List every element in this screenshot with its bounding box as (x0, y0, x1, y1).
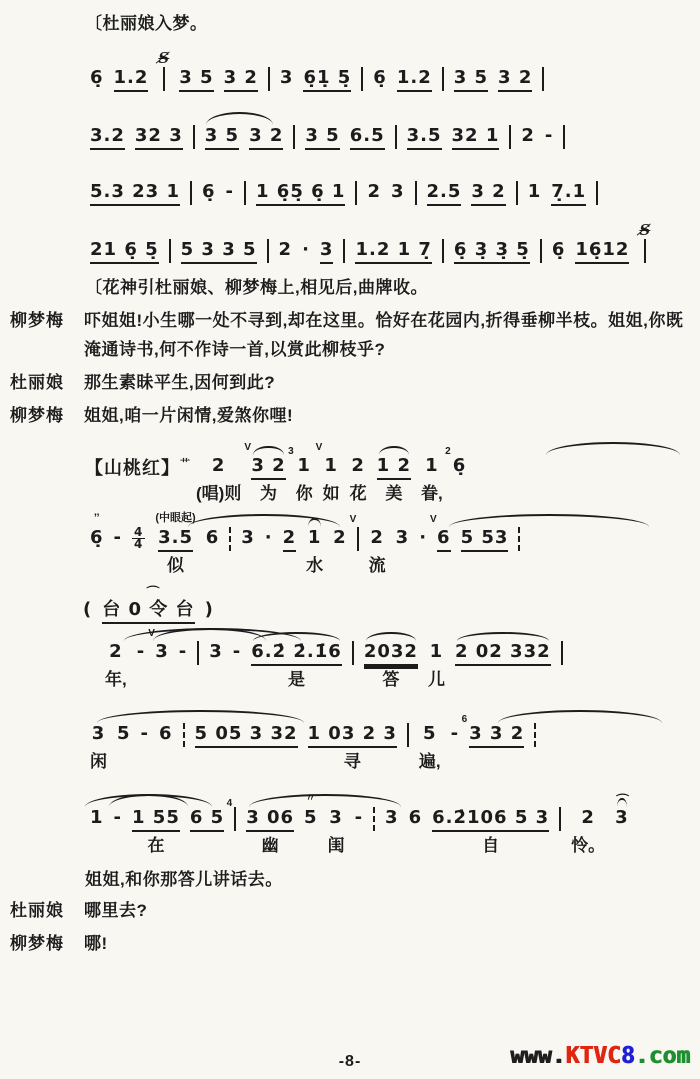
segno-icon: S̸ (158, 49, 170, 67)
note-token: 5 3 3 5 (181, 222, 257, 264)
note-token: 5 05 3 32 (195, 706, 298, 776)
grace-note: 4 (226, 798, 233, 809)
barline (197, 624, 199, 694)
watermark-ktvc: KTVC (565, 1043, 621, 1069)
note-token: 3 (390, 181, 405, 202)
lyric-syllable: 年, (105, 670, 127, 689)
dialogue-text: 吓姐姐!小生哪一处不寻到,却在这里。恰好在花园内,折得垂柳半枝。姐姐,你既淹通诗书,何不作诗一首,以赏此柳枝乎? (84, 311, 684, 359)
barline (267, 222, 269, 264)
music-line-vocal-xianxunbian (85, 706, 692, 776)
lyric-syllable: 怜。 (571, 836, 606, 855)
barline (183, 706, 185, 776)
barline (407, 706, 409, 776)
note-token: 3 ⌒ (615, 790, 629, 860)
note-token: · (264, 527, 273, 548)
tie-arc (379, 446, 409, 455)
music-line-instrumental-4 (85, 222, 692, 264)
music-line-percussion (78, 582, 692, 624)
note-token: ( (83, 599, 93, 620)
note-token: 2 (唱)则 (196, 438, 241, 508)
note-token: 2 02 332 (455, 624, 551, 694)
note-token: (中眼起) 3.5 似 (155, 510, 195, 580)
dialogue-row (10, 368, 692, 397)
barline (244, 164, 246, 206)
note-token: 3 (209, 641, 223, 662)
note-token: 〃 5 (304, 792, 318, 828)
grace-note: 6 (461, 714, 468, 725)
note-token: 2032 答 (364, 624, 418, 694)
note-token: 3 闺 (328, 790, 345, 860)
barline (234, 790, 236, 860)
barline (361, 50, 363, 92)
note-token: 1 55 在 (132, 790, 180, 860)
note-token: 5 53 (461, 510, 509, 580)
watermark-www: www. (509, 1043, 566, 1069)
lyric-syllable: 是 (288, 670, 306, 689)
note-token: 1 眷, 2 (421, 438, 443, 508)
note-token: 6.5 (350, 108, 385, 150)
barline (509, 108, 511, 150)
note-token: 6.2̇106 5 3 自 (432, 790, 549, 860)
barline (373, 790, 375, 860)
music-line-vocal-sishuiliu (85, 510, 692, 580)
speaker-label: 柳梦梅 (10, 934, 64, 953)
note-token: - (544, 125, 554, 146)
music-line-vocal-nian (100, 624, 692, 694)
note-token: 16̣12 (575, 222, 629, 264)
watermark-com: .com (634, 1043, 690, 1069)
barline (158, 50, 169, 92)
note-token: 1 03 2 3 寻 (308, 706, 397, 776)
barline (639, 222, 650, 264)
note-token: 32 3 (135, 108, 183, 150)
lyric-syllable: 遍, (418, 752, 441, 771)
note-token: 6̣ (373, 67, 387, 88)
note-token: - (178, 641, 188, 662)
breath-mark-icon: V (430, 514, 437, 525)
note-token: ) (204, 599, 214, 620)
music-line-instrumental-1 (85, 50, 692, 92)
lyric-syllable: 闲 (90, 752, 107, 771)
note-token: 7̣.1 (551, 164, 586, 206)
dialogue-row (10, 929, 692, 958)
barline (395, 108, 397, 150)
dialogue-text: 哪里去? (84, 901, 148, 920)
note-token: 1 你 (296, 438, 313, 508)
note-token: - (136, 641, 146, 662)
note-token: 1 儿 (428, 624, 445, 694)
note-token: 1.2 (114, 50, 149, 92)
note-token: 5 遍, (419, 706, 441, 776)
speaker-label: 柳梦梅 (10, 311, 64, 330)
note-token: - (113, 527, 123, 548)
barline (352, 624, 354, 694)
note-token: 3 V (148, 628, 169, 662)
note-token: 1 (90, 807, 104, 828)
barline (518, 510, 520, 580)
lyric-syllable: 流 (368, 556, 386, 575)
note-token: · (302, 239, 310, 260)
note-token: 3.2 (90, 108, 125, 150)
time-signature: 4 4 (134, 525, 144, 551)
dialogue-row (10, 896, 692, 925)
note-token: 2 (521, 125, 535, 146)
note-token: 21 6̣ 5̣ (90, 222, 159, 264)
barline (540, 222, 542, 264)
dialogue-block (0, 306, 692, 430)
note-token: 2 怜。 (571, 790, 605, 860)
dialogue-text: 那生素昧平生,因何到此? (84, 373, 276, 392)
note-token: 3 2 (471, 164, 505, 206)
lyric-syllable: 闺 (327, 836, 345, 855)
tie-arc (308, 518, 321, 527)
note-token: 3 (320, 222, 334, 264)
note-token: - (140, 723, 150, 744)
segno-icon: S̸ (639, 221, 651, 239)
speaker-label: 杜丽娘 (10, 901, 64, 920)
grace-note: 3 (288, 446, 294, 457)
barline (349, 510, 359, 580)
watermark-eight: 8 (620, 1043, 635, 1069)
fermata-icon: ⌒ (146, 585, 160, 600)
note-token: - (225, 181, 235, 202)
barline (229, 510, 231, 580)
tie-arc (366, 632, 416, 641)
note-token: 6 V (437, 510, 451, 580)
note-token: 6.2̇ 2̇.1̇6 是 (251, 624, 342, 694)
tune-ornament-mark: 艹 (180, 459, 191, 470)
note-token: 1 (527, 181, 542, 202)
grace-note: 2 (445, 446, 451, 457)
tie-arc (457, 632, 549, 641)
barline (563, 108, 565, 150)
note-token: 6̣ (90, 67, 104, 88)
breath-mark-icon: V (349, 514, 357, 525)
note-token: 3 5 (205, 108, 239, 150)
lyric-syllable: 如 (322, 484, 340, 503)
stage-direction-entering-dream: 〔杜丽娘入梦。 (85, 14, 208, 33)
note-token: 3 3 2 (469, 706, 524, 776)
barline (596, 164, 598, 206)
note-token: 3 5 (305, 108, 339, 150)
dialogue-text: 姐姐,咱一片闲情,爱煞你哩! (84, 406, 294, 425)
note-token: 3 2 为 3 V (251, 438, 285, 508)
note-token: 3 (241, 527, 255, 548)
tie-arc (253, 446, 283, 455)
note-token: 6̣ (551, 239, 566, 260)
lyric-syllable: 在 (147, 836, 165, 855)
note-token: 3 2 (498, 50, 532, 92)
slur-arc (546, 442, 680, 455)
barline (516, 164, 518, 206)
dialogue-continuation: 姐姐,和你那答儿讲话去。 (85, 870, 283, 889)
note-token: 1 2 美 (377, 438, 411, 508)
music-line-instrumental-2 (85, 108, 692, 150)
tie-arc (253, 632, 340, 641)
lyric-syllable: (唱)则 (196, 484, 242, 503)
note-token: 6̣ 3̣ 3̣ 5̣ (454, 222, 530, 264)
note-token: 32 1 (452, 108, 500, 150)
tune-name-label: 【山桃红】$^艹$ (85, 458, 191, 478)
speaker-label: 杜丽娘 (10, 373, 64, 392)
barline (343, 222, 345, 264)
barline (190, 164, 192, 206)
note-token: 3 5 (179, 50, 213, 92)
note-token: 3 (395, 527, 410, 548)
fermata-icon: ⌒ (616, 793, 630, 808)
lyric-syllable: 你 (295, 484, 313, 503)
lyric-syllable: 幽 (261, 836, 279, 855)
note-token: 2 (278, 239, 293, 260)
note-token: 5 (117, 723, 131, 744)
breath-mark-icon: V (315, 442, 323, 453)
note-token: 台 0 令 台 ⌒ (102, 582, 194, 624)
note-token: - (113, 807, 123, 828)
lyric-syllable: 自 (482, 836, 500, 855)
barline (293, 108, 295, 150)
note-token: 3.5 (407, 108, 442, 150)
barline (193, 108, 195, 150)
lyric-syllable: 美 (385, 484, 403, 503)
barline (534, 706, 536, 776)
music-line-vocal-ruhua (85, 438, 692, 508)
barline (415, 164, 417, 206)
barline (542, 50, 544, 92)
note-token: - (354, 807, 364, 828)
note-token: 1 水 (306, 510, 323, 580)
note-token: 6̣ (202, 181, 216, 202)
page-number: -8- (338, 1053, 362, 1070)
note-token: 3 (385, 807, 399, 828)
note-token: ’’ 6̣ (90, 512, 104, 548)
note-token: 2 (367, 181, 381, 202)
barline (559, 790, 561, 860)
note-token: 2 花 (350, 438, 367, 508)
barline (442, 50, 444, 92)
note-token: 3 (279, 67, 294, 88)
breath-mark-icon: V (244, 442, 251, 453)
dialogue-row (10, 306, 692, 364)
breath-mark-icon: V (148, 628, 155, 639)
note-token: 2 流 (369, 510, 386, 580)
note-token: 6̣ (452, 455, 467, 476)
note-token: 3 2 (249, 108, 283, 150)
note-token: 1.2 1 7̣ (355, 222, 431, 264)
music-line-instrumental-3 (85, 164, 692, 206)
note-token: · (419, 527, 428, 548)
barline (268, 50, 270, 92)
speaker-label: 柳梦梅 (10, 406, 64, 425)
lyric-syllable: 为 (259, 484, 277, 503)
note-token: 1 6̣5̣ 6̣ 1 (256, 164, 345, 206)
note-token: 1 如 V (323, 438, 340, 508)
music-line-vocal-zaiyougui (85, 790, 692, 860)
note-token: 2 (333, 527, 347, 548)
lyric-syllable: 似 (167, 556, 185, 575)
note-token: 3 2 (224, 50, 258, 92)
note-token: 6 (205, 527, 220, 548)
dialogue-row (10, 401, 692, 430)
note-token: 3 闲 (90, 706, 107, 776)
note-token: 3 06 幽 (246, 790, 294, 860)
note-token: 6 (159, 723, 173, 744)
barline (169, 222, 171, 264)
lyric-syllable: 寻 (343, 752, 361, 771)
dialogue-text: 哪! (84, 934, 108, 953)
note-token: 5.3 23 1 (90, 164, 180, 206)
note-token: 3 5 (454, 50, 488, 92)
lyric-syllable: 花 (349, 484, 367, 503)
note-token: 6̣1̣ 5̣ (303, 50, 351, 92)
barline (355, 164, 357, 206)
note-token: 2 年, (105, 624, 127, 694)
note-token: 1.2 (397, 50, 432, 92)
note-token: - 6 (450, 714, 468, 744)
barline (561, 624, 563, 694)
lyric-syllable: 答 (382, 670, 400, 689)
note-token: 6 (408, 807, 423, 828)
lyric-syllable: 眷, (420, 484, 443, 503)
watermark (510, 1043, 690, 1069)
note-token: 6 5 4 (190, 790, 224, 860)
note-token: - (232, 641, 242, 662)
lyric-syllable: 儿 (427, 670, 445, 689)
note-token: 2.5 (427, 164, 462, 206)
barline (442, 222, 444, 264)
stage-direction-flower-god: 〔花神引杜丽娘、柳梦梅上,相见后,曲牌收。 (85, 278, 428, 297)
note-token: 2 (283, 510, 297, 580)
lyric-syllable: 水 (306, 556, 324, 575)
